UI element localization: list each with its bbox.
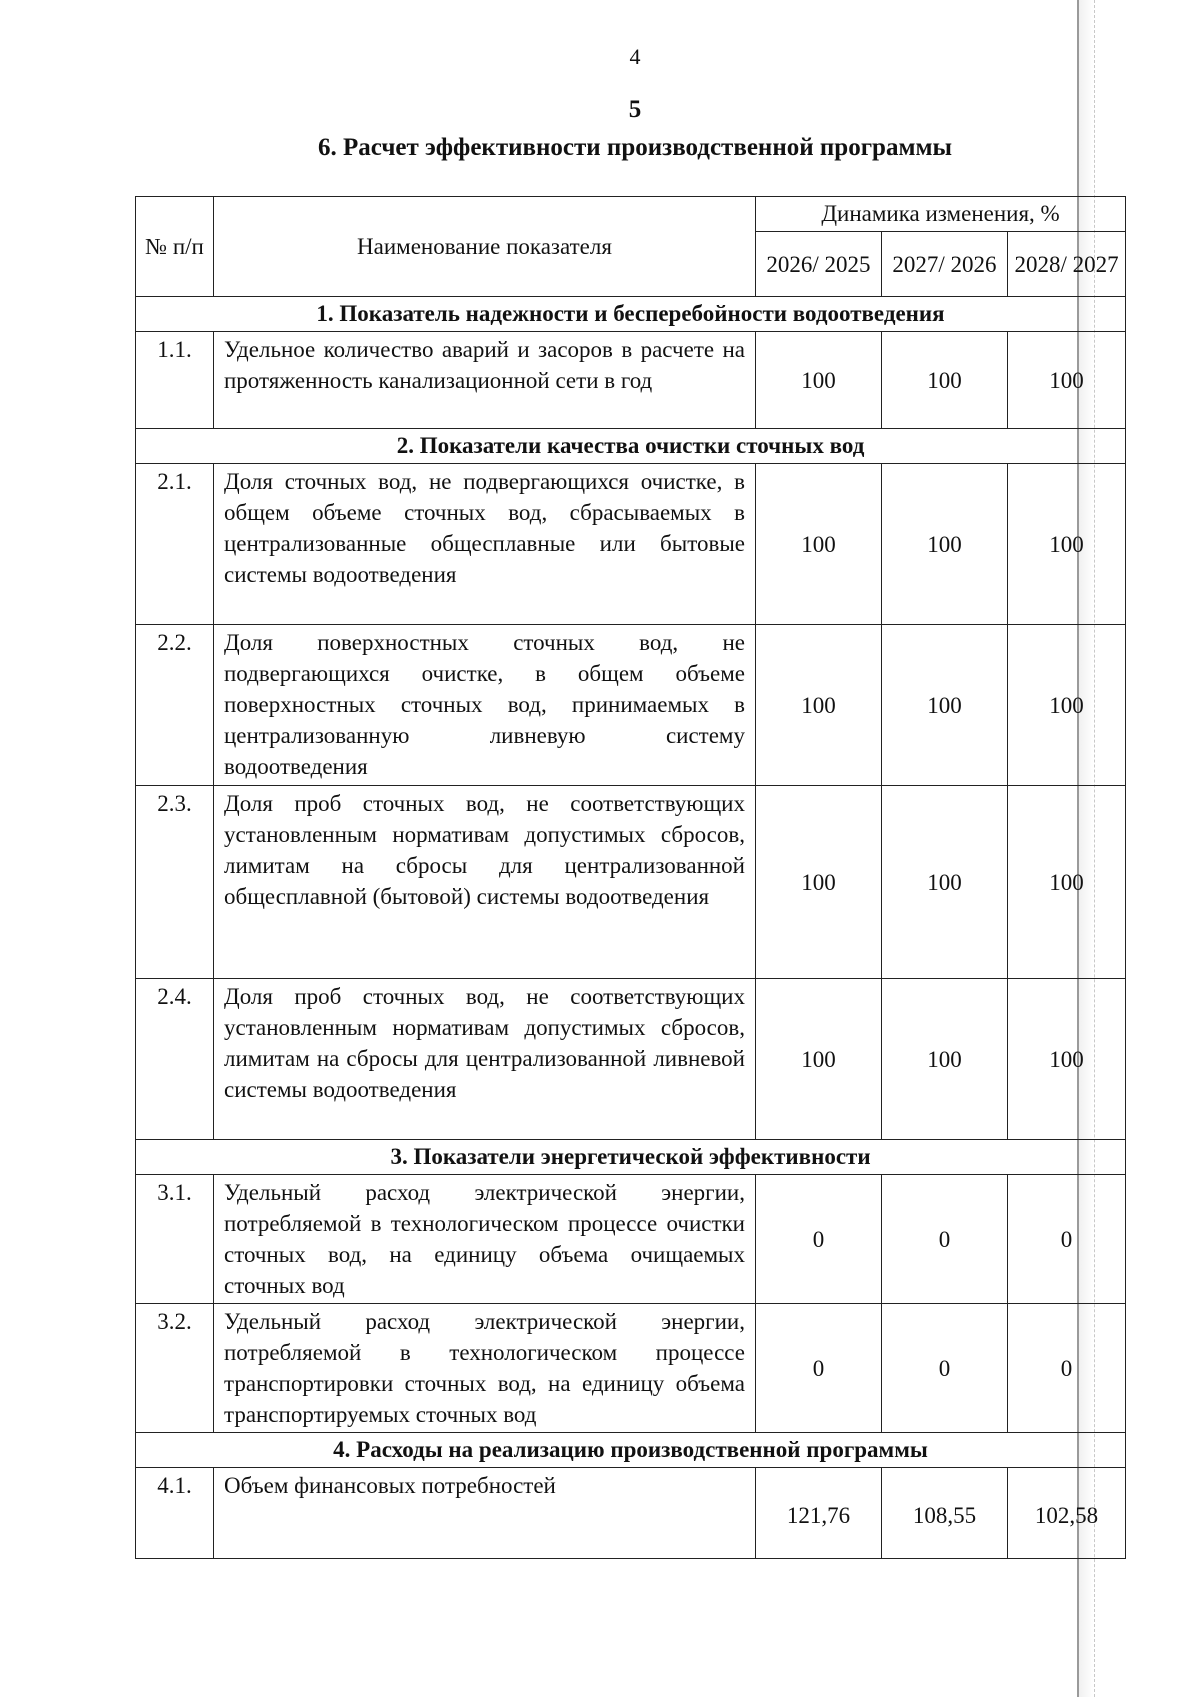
group-title: 4. Расходы на реализацию производственной программы: [136, 1433, 1126, 1468]
row-num: 4.1.: [136, 1468, 214, 1559]
row-value: 102,58: [1008, 1468, 1126, 1559]
row-value: 0: [1008, 1304, 1126, 1433]
row-num: 3.1.: [136, 1175, 214, 1304]
row-value: 0: [882, 1304, 1008, 1433]
page-number-top: 4: [629, 44, 641, 69]
header-year: 2027/ 2026: [882, 232, 1008, 297]
table-row: [136, 464, 1126, 625]
row-value: 100: [1008, 332, 1126, 429]
row-num: 2.2.: [136, 625, 214, 786]
header-year: 2028/ 2027: [1008, 232, 1126, 297]
row-name: Удельный расход электрической энергии, потребляемой в технологическом процессе транспортировки сточных вод, на единицу объема транспортируемых сточных вод: [214, 1304, 756, 1433]
row-value: 100: [882, 332, 1008, 429]
row-value: 100: [1008, 979, 1126, 1140]
table-row: [136, 979, 1126, 1140]
row-value: 108,55: [882, 1468, 1008, 1559]
row-value: 0: [1008, 1175, 1126, 1304]
header-num: № п/п: [136, 197, 214, 297]
row-value: 0: [756, 1175, 882, 1304]
table-row: [136, 1304, 1126, 1433]
table-row: [136, 1468, 1126, 1559]
row-name: Доля поверхностных сточных вод, не подвергающихся очистке, в общем объеме поверхностных сточных вод, принимаемых в централизованную ливневую систему водоотведения: [214, 625, 756, 786]
row-value: 100: [1008, 625, 1126, 786]
row-value: 100: [1008, 786, 1126, 979]
table-row: [136, 786, 1126, 979]
table-row: [136, 625, 1126, 786]
row-value: 100: [882, 979, 1008, 1140]
group-row: [136, 1140, 1126, 1175]
row-value: 100: [882, 786, 1008, 979]
table-header-row: [136, 197, 1126, 232]
row-num: 2.4.: [136, 979, 214, 1140]
section-title: 6. Расчет эффективности производственной программы: [317, 134, 953, 161]
row-name: Удельное количество аварий и засоров в расчете на протяженность канализационной сети в год: [214, 332, 756, 429]
page-number-main: 5: [628, 96, 642, 123]
table-row: [136, 1175, 1126, 1304]
row-value: 0: [882, 1175, 1008, 1304]
row-value: 0: [756, 1304, 882, 1433]
row-name: Удельный расход электрической энергии, потребляемой в технологическом процессе очистки сточных вод, на единицу объема очищаемых сточных вод: [214, 1175, 756, 1304]
group-row: [136, 297, 1126, 332]
group-row: [136, 1433, 1126, 1468]
row-name: Доля проб сточных вод, не соответствующих установленным нормативам допустимых сбросов, лимитам на сбросы для централизованной ливневой системы водоотведения: [214, 979, 756, 1140]
efficiency-table: [135, 196, 1126, 1559]
header-year: 2026/ 2025: [756, 232, 882, 297]
group-title: 1. Показатель надежности и бесперебойности водоотведения: [136, 297, 1126, 332]
group-row: [136, 429, 1126, 464]
table-row: [136, 332, 1126, 429]
row-name: Объем финансовых потребностей: [214, 1468, 756, 1559]
row-name: Доля сточных вод, не подвергающихся очистке, в общем объеме сточных вод, сбрасываемых в централизованные общесплавные или бытовые системы водоотведения: [214, 464, 756, 625]
row-name: Доля проб сточных вод, не соответствующих установленным нормативам допустимых сбросов, лимитам на сбросы для централизованной общесплавной (бытовой) системы водоотведения: [214, 786, 756, 979]
row-value: 100: [756, 332, 882, 429]
row-value: 100: [1008, 464, 1126, 625]
header-dynamics: Динамика изменения, %: [756, 197, 1126, 232]
row-value: 100: [756, 625, 882, 786]
row-num: 1.1.: [136, 332, 214, 429]
row-value: 100: [882, 464, 1008, 625]
row-num: 2.3.: [136, 786, 214, 979]
group-title: 2. Показатели качества очистки сточных вод: [136, 429, 1126, 464]
row-value: 121,76: [756, 1468, 882, 1559]
row-value: 100: [756, 464, 882, 625]
row-value: 100: [756, 979, 882, 1140]
row-num: 2.1.: [136, 464, 214, 625]
row-num: 3.2.: [136, 1304, 214, 1433]
row-value: 100: [882, 625, 1008, 786]
header-name: Наименование показателя: [214, 197, 756, 297]
group-title: 3. Показатели энергетической эффективности: [136, 1140, 1126, 1175]
row-value: 100: [756, 786, 882, 979]
